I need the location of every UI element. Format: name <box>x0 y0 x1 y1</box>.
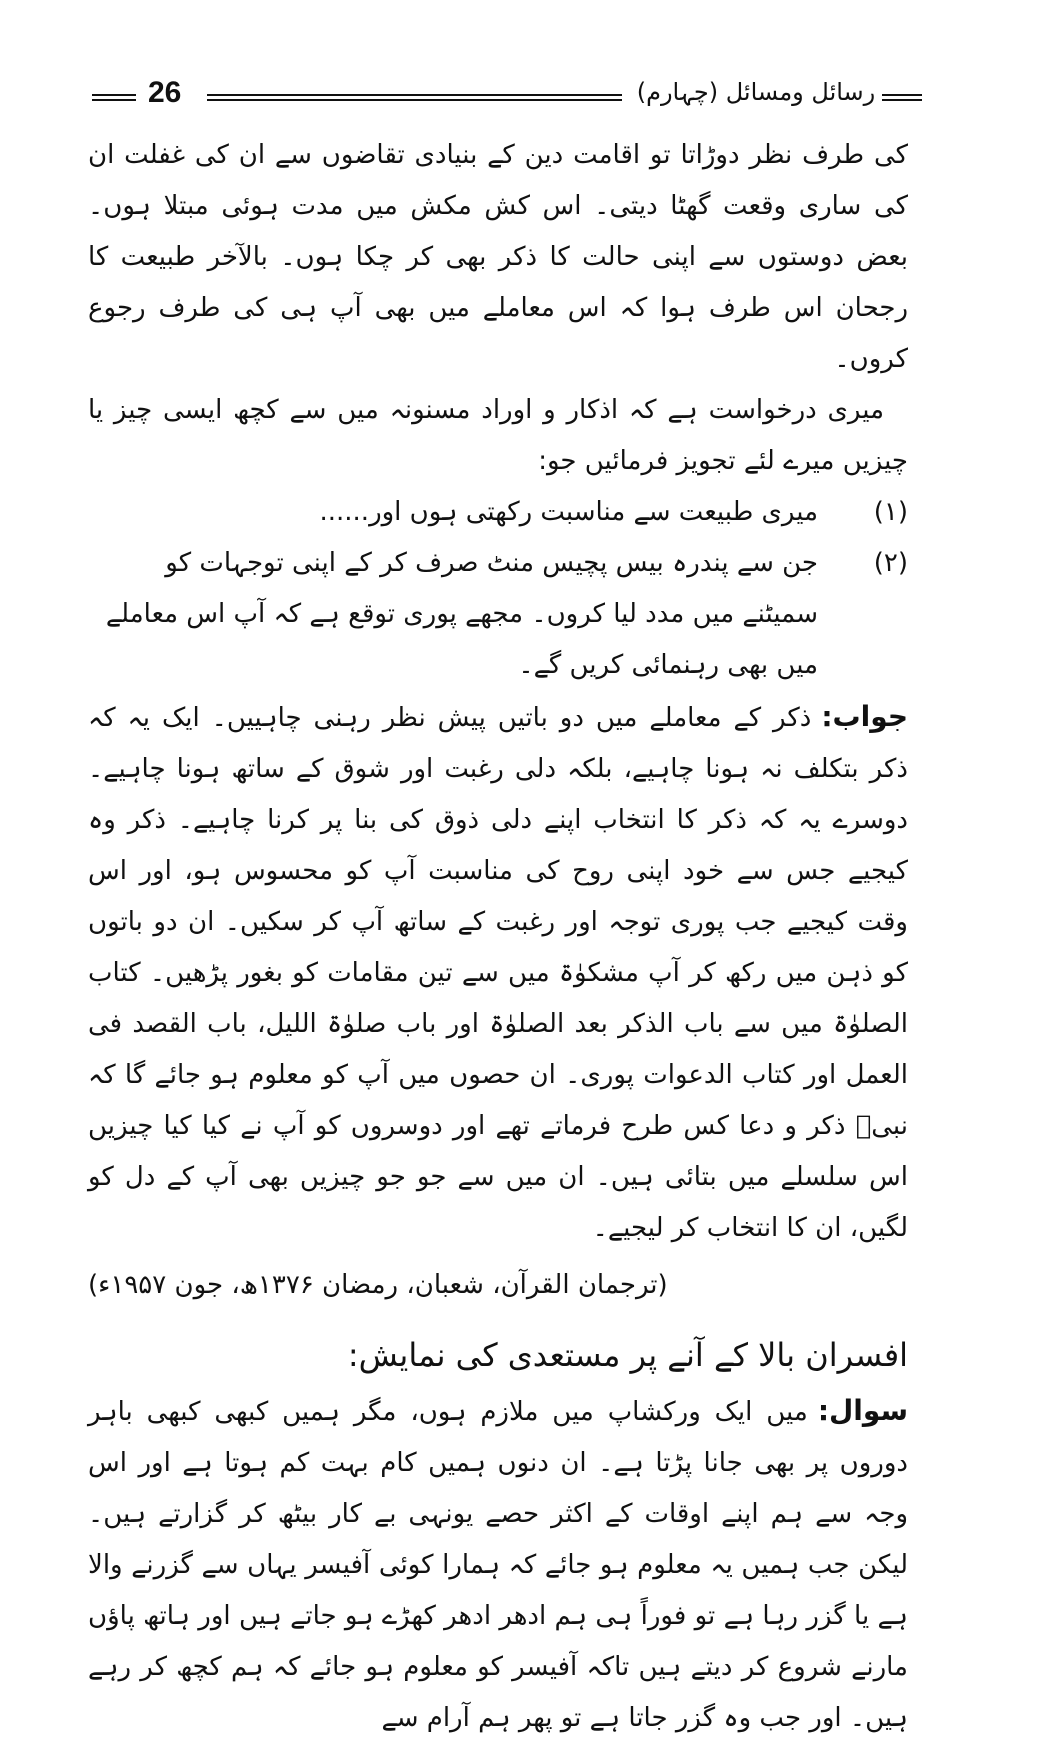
answer-paragraph <box>88 691 908 1254</box>
section-heading: افسران بالا کے آنے پر مستعدی کی نمایش: <box>347 1336 908 1374</box>
header-rule-middle <box>207 94 622 101</box>
question-label: سوال: <box>817 1394 908 1427</box>
header-rule-right <box>882 94 922 101</box>
header-rule-left <box>92 94 136 101</box>
paragraph-1: کی طرف نظر دوڑاتا تو اقامت دین کے بنیادی تقاضوں سے ان کی غفلت ان کی ساری وقعت گھٹا دیتی۔ اس کش مکش میں مدت ہوئی مبتلا ہوں۔ بعض دوستوں سے اپنی حالت کا ذکر بھی کر چکا ہوں۔ بالآخر طبیعت کا رجحان اس طرف ہوا کہ اس معاملے میں بھی آپ ہی کی طرف رجوع کروں۔ <box>88 140 908 374</box>
book-title: رسائل ومسائل (چہارم) <box>636 78 876 106</box>
page-body <box>88 130 908 1744</box>
list-item-2-text: جن سے پندرہ بیس پچیس منٹ صرف کر کے اپنی توجہات کو سمیٹنے میں مدد لیا کروں۔ مجھے پوری توقع ہے کہ آپ اس معاملے میں بھی رہنمائی کریں گے۔ <box>105 548 818 680</box>
question-paragraph <box>88 1385 908 1744</box>
paragraph-2: میری درخواست ہے کہ اذکار و اوراد مسنونہ میں سے کچھ ایسی چیز یا چیزیں میرے لئے تجویز فرمائیں جو: <box>88 395 908 476</box>
question-text: میں ایک ورکشاپ میں ملازم ہوں، مگر ہمیں کبھی کبھی باہر دوروں پر بھی جانا پڑتا ہے۔ ان دنوں ہمیں کام بہت کم ہوتا ہے اور اس وجہ سے ہم اپنے اوقات کے اکثر حصے یونہی بے کار بیٹھ کر گزارتے ہیں۔ لیکن جب ہمیں یہ معلوم ہو جائے کہ ہمارا کوئی آفیسر یہاں سے گزرنے والا ہے یا گزر رہا ہے تو فوراً ہی ہم ادھر ادھر کھڑے ہو جاتے ہیں اور ہاتھ پاؤں مارنے شروع کر دیتے ہیں تاکہ آفیسر کو معلوم ہو جائے کہ ہم کچھ کر رہے ہیں۔ اور جب وہ گزر جاتا ہے تو پھر ہم آرام سے <box>88 1397 908 1733</box>
answer-text: ذکر کے معاملے میں دو باتیں پیش نظر رہنی چاہییں۔ ایک یہ کہ ذکر بتکلف نہ ہونا چاہیے، بلکہ دلی رغبت اور شوق کے ساتھ ہونا چاہیے۔ دوسرے یہ کہ ذکر کا انتخاب اپنے دلی ذوق کی بنا پر کرنا چاہیے۔ ذکر وہ کیجیے جس سے خود اپنی روح کی مناسبت آپ کو محسوس ہو، اور اس وقت کیجیے جب پوری توجہ اور رغبت کے ساتھ آپ کر سکیں۔ ان دو باتوں کو ذہن میں رکھ کر آپ مشکوٰۃ میں سے تین مقامات کو بغور پڑھیں۔ کتاب الصلوٰۃ میں سے باب الذکر بعد الصلوٰۃ اور باب صلوٰۃ اللیل، باب القصد فی العمل اور کتاب الدعوات پوری۔ ان حصوں میں آپ کو معلوم ہو جائے گا کہ نبیؐ ذکر و دعا کس طرح فرماتے تھے اور دوسروں کو آپ نے کیا کیا چیزیں اس سلسلے میں بتائی ہیں۔ ان میں سے جو جو چیزیں بھی آپ کے دل کو لگیں، ان کا انتخاب کر لیجیے۔ <box>88 703 908 1243</box>
list-item-2 <box>88 538 908 691</box>
citation: (ترجمان القرآن، شعبان، رمضان ۱۳۷۶ھ، جون ۱۹۵۷ء) <box>88 1270 668 1300</box>
list-item-2-number: (۲) <box>873 548 908 578</box>
list-item-1-number: (۱) <box>873 497 908 527</box>
page-header <box>92 76 892 112</box>
list-item-1-text: میری طبیعت سے مناسبت رکھتی ہوں اور...... <box>319 497 818 527</box>
answer-label: جواب: <box>821 700 908 733</box>
page-number: 26 <box>148 76 182 109</box>
list-item-1 <box>88 487 908 538</box>
